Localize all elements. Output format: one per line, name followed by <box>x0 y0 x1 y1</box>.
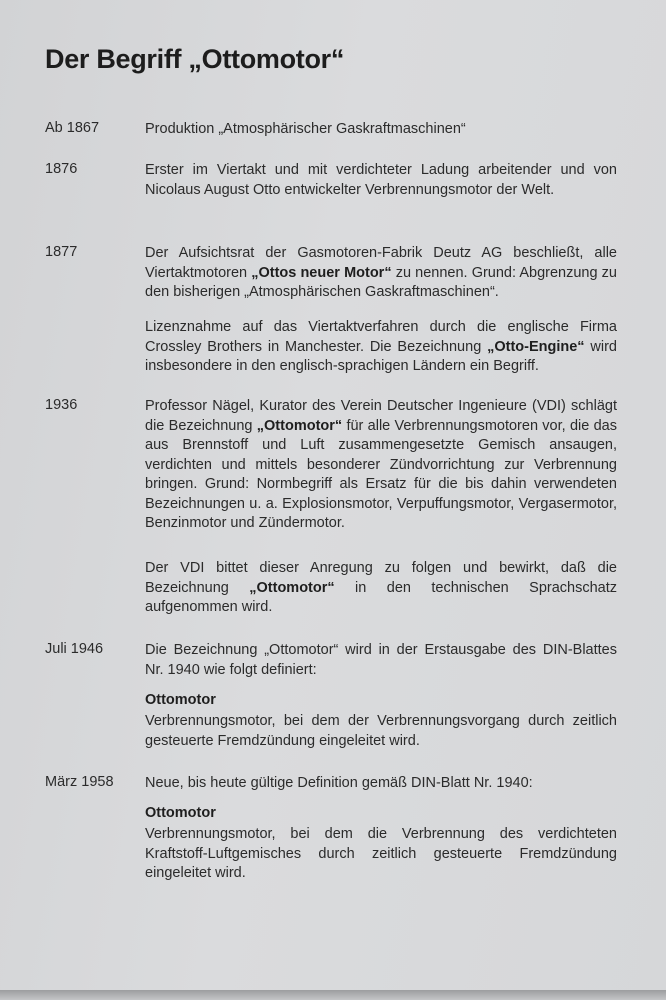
timeline-date: 1936 <box>45 397 78 413</box>
highlight-term: „Ottomotor“ <box>256 417 343 434</box>
timeline-text <box>145 397 617 534</box>
timeline-date: Ab 1867 <box>45 120 100 136</box>
timeline-text: Neue, bis heute gültige Definition gemäß DIN-Blatt Nr. 1940: <box>145 775 533 791</box>
text-segment: Der VDI bittet dieser Anregung zu folgen und bewirkt, daß die Bezeichnung <box>145 560 617 596</box>
highlight-term: „Ottomotor“ <box>249 579 335 596</box>
definition-text: Verbrennungsmotor, bei dem der Verbrennungsvorgang durch zeitlich gesteuerte Fremdzündung eingeleitet wird. <box>145 713 617 749</box>
timeline-date: 1876 <box>45 161 78 177</box>
timeline-date: Juli 1946 <box>45 641 104 657</box>
text-segment: zu nennen. Grund: Abgrenzung zu den bisherigen „Atmosphärischen Gaskraftmaschinen“. <box>145 264 617 300</box>
definition-title: Ottomotor <box>145 692 216 708</box>
text-segment: Lizenznahme auf das Viertaktverfahren durch die englische Firma Crossley Brothers in Manchester. Die Bezeichnung <box>145 319 617 355</box>
timeline-text <box>145 318 617 377</box>
highlight-term: „Ottos neuer Motor“ <box>251 264 392 281</box>
text-segment: in den technischen Sprachschatz aufgenommen wird. <box>145 579 618 615</box>
timeline-date: März 1958 <box>45 774 114 790</box>
highlight-term: „Otto-Engine“ <box>487 338 585 355</box>
timeline-text: Erster im Viertakt und mit verdichteter Ladung arbeitender und von Nicolaus August Otto entwickelter Verbrennungsmotor der Welt. <box>145 162 617 198</box>
definition-title: Ottomotor <box>145 805 216 821</box>
timeline-text <box>145 559 617 618</box>
text-segment: Professor Nägel, Kurator des Verein Deutscher Ingenieure (VDI) schlägt die Bezeichnung <box>145 398 617 434</box>
text-segment: Der Aufsichtsrat der Gasmotoren-Fabrik Deutz AG beschließt, alle Viertaktmotoren <box>145 245 617 281</box>
text-segment: wird insbesondere in den englisch-sprachigen Ländern ein Begriff. <box>145 338 617 374</box>
timeline-text: Produktion „Atmosphärischer Gaskraftmaschinen“ <box>145 121 466 137</box>
definition-text: Verbrennungsmotor, bei dem die Verbrennung des verdichteten Kraftstoff-Luftgemisches durch zeitlich gesteuerte Fremdzündung eingeleitet wird. <box>145 826 617 881</box>
text-segment: für alle Verbrennungsmotoren vor, die das aus Brennstoff und Luft zusammengesetzte Gemisch ansaugen, verdichten und mittels besonderer Zündvorrichtung zur Verbrennung bringen. Grund: Normbegriff als Ersatz für die bis dahin verwendeten Bezeichnungen u. a. Explosionsmotor, Verpuffungsmotor, Vergasermotor, Benzinmotor und Zündermotor. <box>145 417 617 531</box>
timeline-date: 1877 <box>45 244 78 260</box>
page-title: Der Begriff „Ottomotor“ <box>45 44 345 74</box>
timeline-text: Die Bezeichnung „Ottomotor“ wird in der Erstausgabe des DIN-Blattes Nr. 1940 wie folgt definiert: <box>145 642 617 678</box>
panel-bottom-edge <box>0 990 666 1000</box>
timeline-text <box>145 244 617 303</box>
